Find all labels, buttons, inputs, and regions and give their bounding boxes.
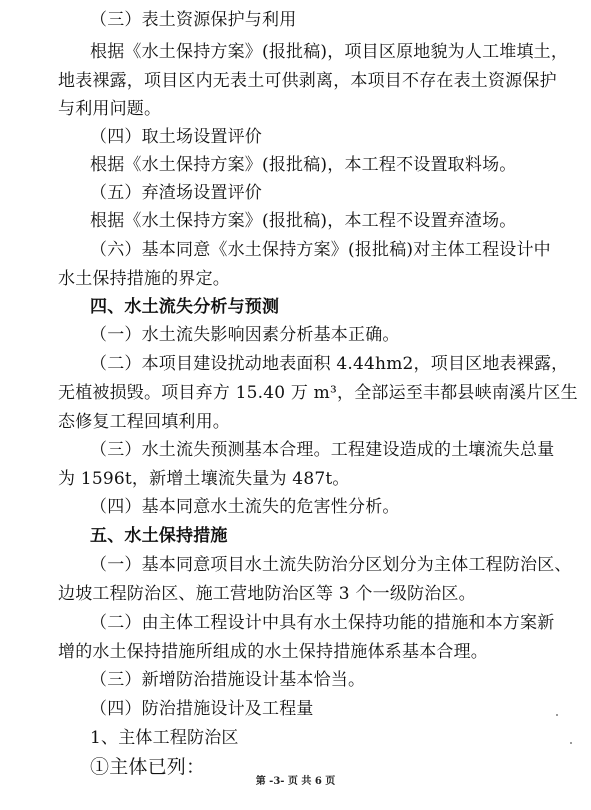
paragraph-line: （四）基本同意水土流失的危害性分析。 xyxy=(90,497,400,517)
heading-spoil-site: （五）弃渣场设置评价 xyxy=(90,183,262,203)
paragraph-line: （二）本项目建设扰动地表面积 4.44hm2，项目区地表裸露， xyxy=(90,354,569,374)
paragraph-line: （二）由主体工程设计中具有水土保持功能的措施和本方案新 xyxy=(90,613,555,633)
paragraph-line: （三）水土流失预测基本合理。工程建设造成的土壤流失总量 xyxy=(90,440,555,460)
paragraph-line: （一）基本同意项目水土流失防治分区划分为主体工程防治区、 xyxy=(90,555,572,575)
heading-topsoil: （三）表土资源保护与利用 xyxy=(90,10,297,30)
paragraph-line: 为 1596t，新增土壤流失量为 487t。 xyxy=(58,469,350,489)
heading-borrow-site: （四）取土场设置评价 xyxy=(90,127,262,147)
subheading-main-listed: ①主体已列： xyxy=(90,756,206,778)
paragraph-line: 态修复工程回填利用。 xyxy=(58,412,230,432)
paragraph-line: 根据《水土保持方案》(报批稿)，本工程不设置取料场。 xyxy=(90,155,517,175)
paragraph-line: 增的水土保持措施所组成的水土保持措施体系基本合理。 xyxy=(58,642,488,662)
paragraph-line: 根据《水土保持方案》(报批稿)，项目区原地貌为人工堆填土， xyxy=(90,42,569,62)
page-footer: 第 -3- 页 共 6 页 xyxy=(255,776,336,787)
paragraph-line: 水土保持措施的界定。 xyxy=(58,269,230,289)
section-heading-erosion-analysis: 四、水土流失分析与预测 xyxy=(90,297,280,317)
paragraph-line: （三）新增防治措施设计基本恰当。 xyxy=(90,670,366,690)
paragraph-line: （四）防治措施设计及工程量 xyxy=(90,699,314,719)
paragraph-line: 与利用问题。 xyxy=(58,99,162,119)
paragraph-line: 无植被损毁。项目弃方 15.40 万 m³，全部运至丰都县峡南溪片区生 xyxy=(58,383,578,403)
scan-speck xyxy=(570,742,572,744)
paragraph-line: 根据《水土保持方案》(报批稿)，本工程不设置弃渣场。 xyxy=(90,211,517,231)
scan-speck xyxy=(556,714,558,716)
paragraph-line: （六）基本同意《水土保持方案》(报批稿)对主体工程设计中 xyxy=(90,240,551,260)
paragraph-line: 地表裸露，项目区内无表土可供剥离，本项目不存在表土资源保护 xyxy=(58,71,557,91)
section-heading-measures: 五、水土保持措施 xyxy=(90,526,228,546)
paragraph-line: 边坡工程防治区、施工营地防治区等 3 个一级防治区。 xyxy=(58,584,476,604)
paragraph-line: （一）水土流失影响因素分析基本正确。 xyxy=(90,325,400,345)
subheading-main-zone: 1、主体工程防治区 xyxy=(90,728,239,748)
